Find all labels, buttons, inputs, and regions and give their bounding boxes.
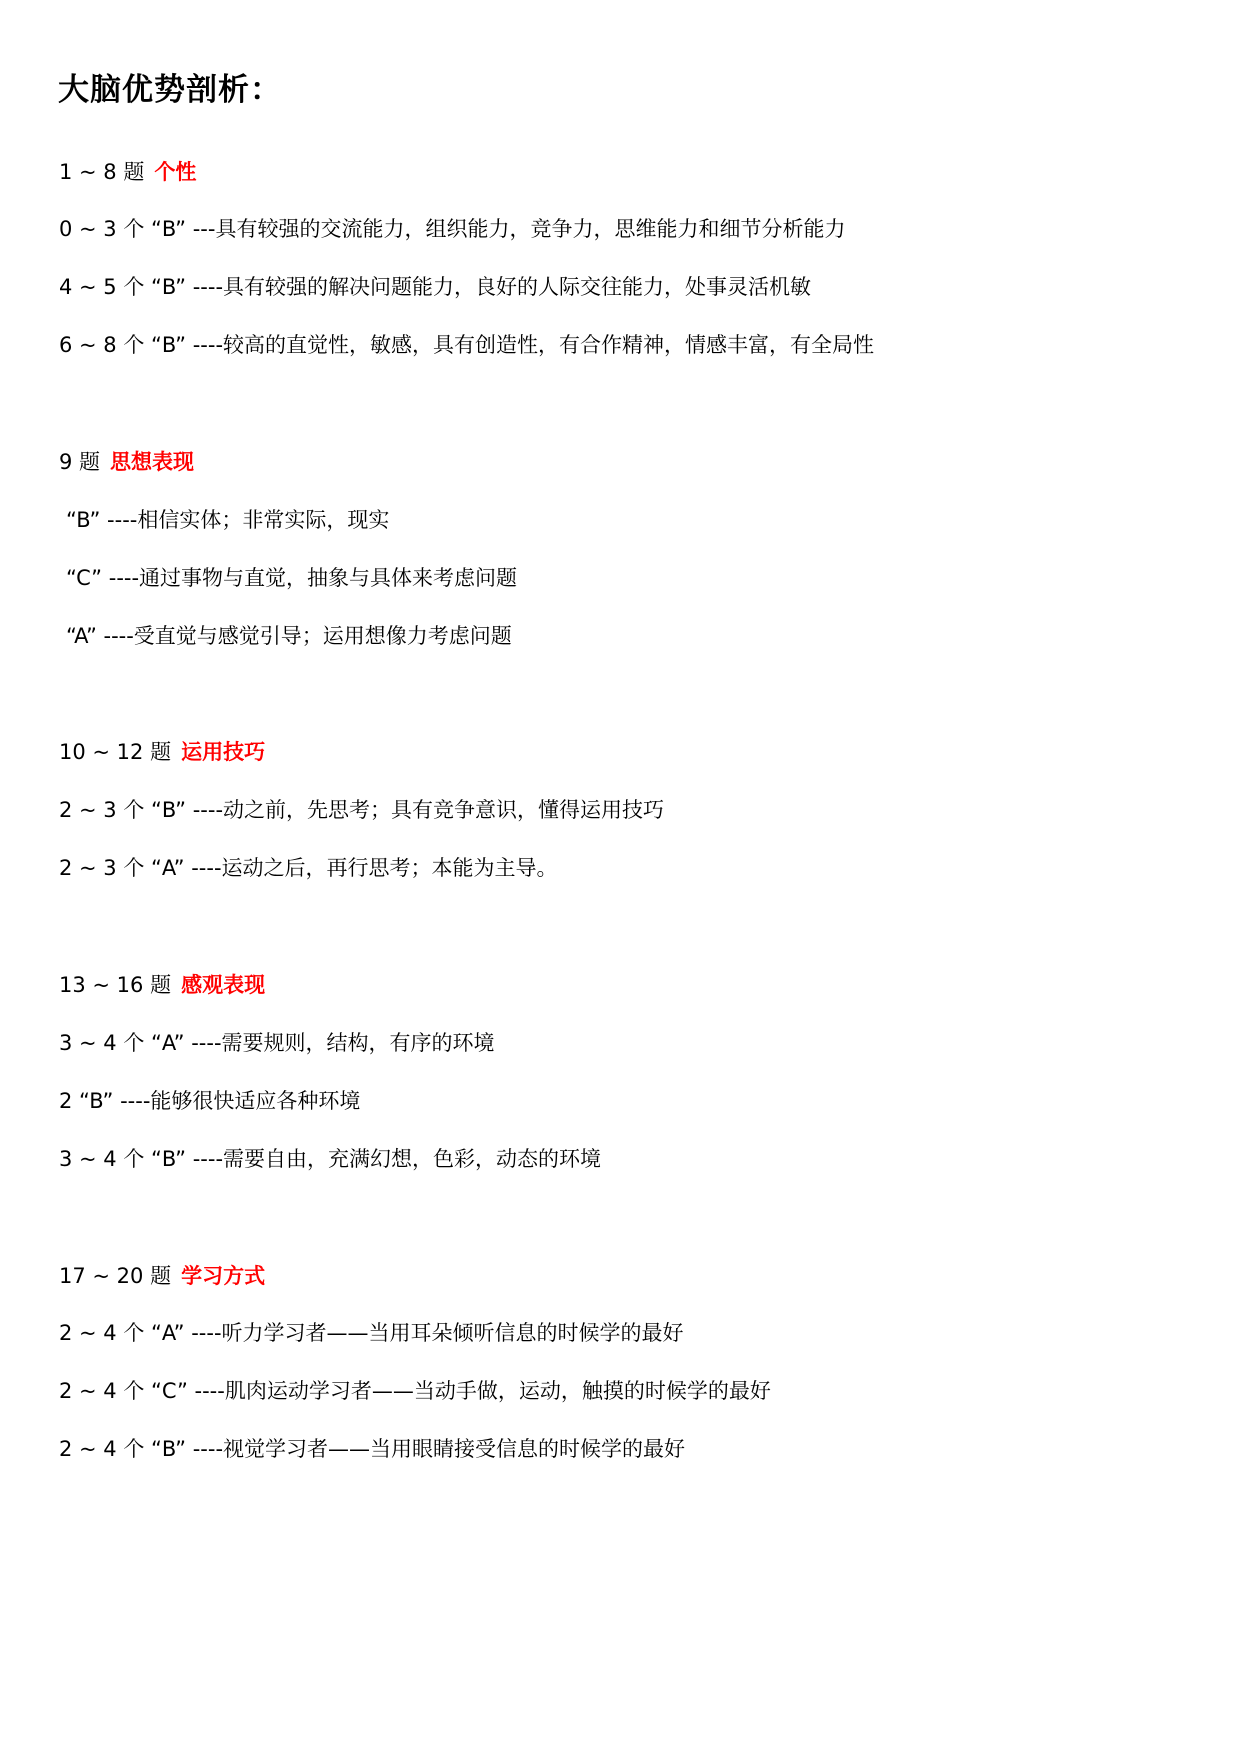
section-heading-learning [59, 1261, 265, 1291]
list-item: 2 ~ 4 个 “A” ----听力学习者——当用耳朵倾听信息的时候学的最好 [59, 1321, 684, 1345]
section-topic: 个性 [154, 160, 197, 184]
section-range: 10 ~ 12 题 [59, 740, 172, 764]
list-item: 3 ~ 4 个 “A” ----需要规则，结构，有序的环境 [59, 1031, 495, 1055]
list-item: 6 ~ 8 个 “B” ----较高的直觉性，敏感，具有创造性，有合作精神，情感丰富，有全局性 [59, 333, 875, 357]
section-topic: 思想表现 [110, 450, 195, 474]
section-heading-skills [59, 737, 265, 767]
list-item: 2 ~ 4 个 “B” ----视觉学习者——当用眼睛接受信息的时候学的最好 [59, 1437, 686, 1461]
list-item: 2 ~ 3 个 “B” ----动之前，先思考；具有竞争意识，懂得运用技巧 [59, 798, 665, 822]
section-topic: 感观表现 [181, 973, 266, 997]
list-item: 0 ~ 3 个 “B” ---具有较强的交流能力，组织能力，竞争力，思维能力和细节分析能力 [59, 217, 846, 241]
list-item: 2 “B” ----能够很快适应各种环境 [59, 1089, 361, 1113]
section-range: 13 ~ 16 题 [59, 973, 172, 997]
section-heading-thinking [59, 447, 194, 477]
list-item: 2 ~ 4 个 “C” ----肌肉运动学习者——当动手做，运动，触摸的时候学的最好 [59, 1379, 771, 1403]
list-item: 2 ~ 3 个 “A” ----运动之后，再行思考；本能为主导。 [59, 856, 558, 880]
list-item: “C” ----通过事物与直觉，抽象与具体来考虑问题 [66, 566, 518, 590]
list-item: “A” ----受直觉与感觉引导；运用想像力考虑问题 [66, 624, 512, 648]
page-title: 大脑优势剖析： [58, 72, 282, 108]
list-item: “B” ----相信实体；非常实际，现实 [66, 508, 390, 532]
section-topic: 运用技巧 [181, 740, 266, 764]
section-range: 9 题 [59, 450, 101, 474]
section-range: 17 ~ 20 题 [59, 1264, 172, 1288]
section-heading-personality [59, 157, 196, 187]
list-item: 3 ~ 4 个 “B” ----需要自由，充满幻想，色彩，动态的环境 [59, 1147, 602, 1171]
section-topic: 学习方式 [181, 1264, 266, 1288]
section-heading-senses [59, 970, 265, 1000]
list-item: 4 ~ 5 个 “B” ----具有较强的解决问题能力，良好的人际交往能力，处事灵活机敏 [59, 275, 812, 299]
section-range: 1 ~ 8 题 [59, 160, 145, 184]
